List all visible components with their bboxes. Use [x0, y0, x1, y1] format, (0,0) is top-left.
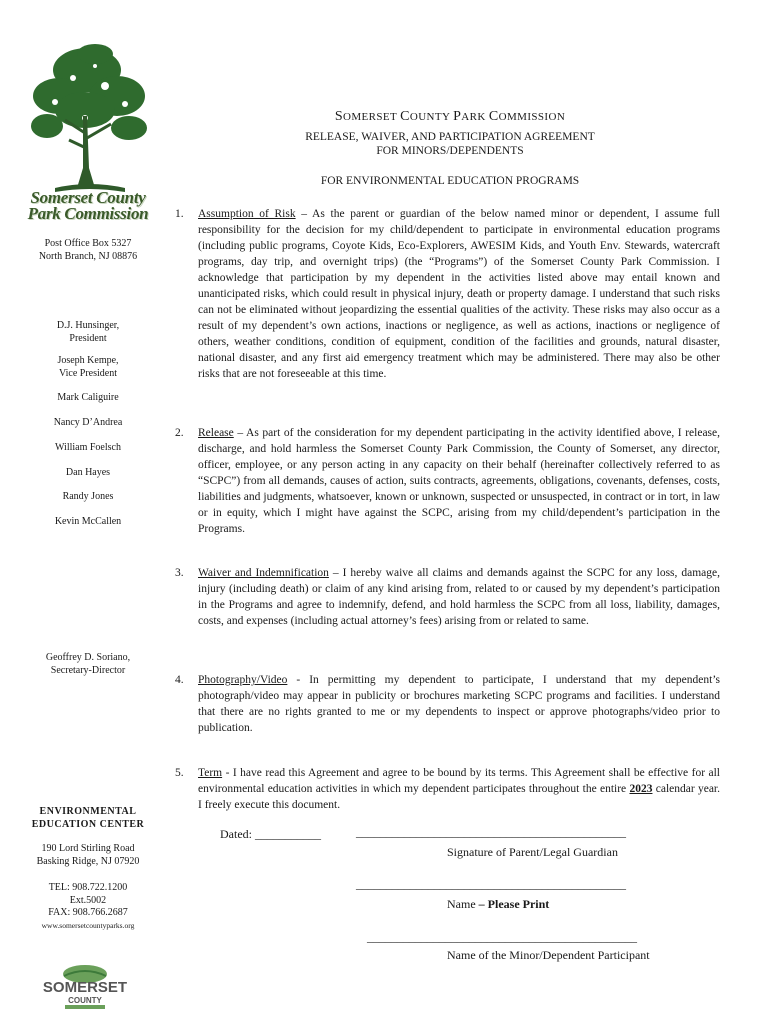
section-body	[198, 425, 720, 537]
section-text: – As the parent or guardian of the below named minor or dependent, I assume full responsibility for the decision for my child/dependent to participate in environmental education programs (including public programs, Coyote Kids, Eco-Explorers, AWESIM Kids, and Youth Env. Stewards, watercraft programs, day trip, and overnight trips) (the “Programs”) of the Somerset County Park Commission. I acknowledge that participation by my dependent in the activities listed above may entail known and unanticipated risks, which could result in physical injury, death or property damage. I understand that such risks can not be eliminated without jeopardizing the essential qualities of the activity. These risks may also occur as a result of my dependent’s own actions, inactions or negligence, as well as actions, inactions or negligence of others, weather conditions, condition of equipment, condition of the facilities and grounds, natural disaster, national disaster, and any first aid emergency treatment which may be administered. There may also be other risks that are not foreseeable at this time.	[198, 208, 721, 380]
env-center-title	[0, 806, 176, 831]
section-title: Photography/Video	[198, 674, 288, 686]
section-number: 2.	[175, 427, 184, 439]
section-title: Waiver and Indemnification	[198, 567, 329, 579]
commissioner-name: Joseph Kempe,	[57, 355, 119, 366]
env-address-line1: 190 Lord Stirling Road	[41, 843, 135, 854]
section-title: Term	[198, 767, 223, 779]
agreement-year: 2023	[629, 783, 653, 795]
footer-logo-line1: SOMERSET	[42, 979, 128, 996]
parent-signature-line[interactable]: _____________________________________________	[356, 825, 626, 839]
contact-info	[0, 882, 176, 932]
org-part: OMERSET	[343, 111, 401, 123]
participant-name-caption: Name of the Minor/Dependent Participant	[447, 948, 650, 962]
org-letter: S	[334, 109, 343, 124]
footer-logo-line2: COUNTY	[68, 996, 102, 1005]
director	[0, 652, 176, 677]
print-name-label: Name	[447, 897, 476, 911]
address-line1: Post Office Box 5327	[44, 238, 132, 249]
org-part: OUNTY	[409, 111, 454, 123]
org-letter: C	[488, 109, 499, 124]
section-body	[198, 565, 720, 629]
print-name-caption	[447, 897, 549, 912]
logo-text-line1: Somerset County	[30, 188, 146, 207]
program-title: FOR ENVIRONMENTAL EDUCATION PROGRAMS	[320, 175, 580, 187]
org-part: OMMISSION	[498, 111, 566, 123]
title-line2: FOR MINORS/DEPENDENTS	[376, 145, 524, 157]
print-name-line[interactable]: _____________________________________________	[356, 877, 626, 891]
mailing-address	[0, 237, 176, 263]
section-body	[198, 206, 720, 382]
section-number: 3.	[175, 567, 184, 579]
section-body	[198, 672, 720, 736]
fax: FAX: 908.766.2687	[48, 907, 128, 918]
somerset-county-logo-icon	[40, 962, 130, 1012]
commissioner-4	[0, 442, 176, 455]
commissioner-name: Randy Jones	[62, 491, 114, 502]
org-part: ARK	[461, 111, 489, 123]
section-number: 5.	[175, 767, 184, 779]
org-letter: P	[453, 109, 462, 124]
ext: Ext.5002	[69, 894, 107, 906]
commissioner-7	[0, 516, 176, 529]
env-address-line2: Basking Ridge, NJ 07920	[36, 855, 140, 867]
env-center-line2: EDUCATION CENTER	[31, 818, 145, 830]
commissioner-3	[0, 417, 176, 430]
section-number: 4.	[175, 674, 184, 686]
commissioner-2	[0, 392, 176, 405]
dated-field[interactable]: Dated: ___________	[220, 827, 321, 841]
section-text: – As part of the consideration for my dependent participating in the activity identified above, I release, discharge, and hold harmless the Somerset County Park Commission, the County of Somerset, any director, officer, employee, or any person acting in any capacity on their behalf (hereinafter collectively referred to as “SCPC”) from all demands, causes of action, suits contracts, agreements, obligations, covenants, defenses, costs, liabilities and judgments, whatsoever, known or unknown, suspected or unsuspected, in contract or in tort, in law or in equity, which I might have against the SCPC, arising from my child/dependent’s participation in the Programs.	[198, 427, 720, 535]
commissioner-5	[0, 467, 176, 480]
section-text: – I hereby waive all claims and demands against the SCPC for any loss, damage, injury (including death) or claim of any kind arising from, related to or caused by my dependent’s participation in the Programs and agree to indemnify, defend, and hold harmless the SCPC from all loss, liability, damages, costs, and expenses (including actual attorney’s fees) arising from or related to same.	[198, 567, 721, 627]
title-line1: RELEASE, WAIVER, AND PARTICIPATION AGREEMENT	[305, 131, 595, 143]
commissioner-name: D.J. Hunsinger,	[56, 320, 120, 331]
director-role: Secretary-Director	[50, 664, 126, 676]
commissioner-name: Mark Caliguire	[57, 392, 119, 403]
section-text: - I have read this Agreement and agree to be bound by its terms. This Agreement shall be effective for all environmental education activities in which my dependent participates throughout the entire	[198, 767, 720, 795]
sidebar	[0, 0, 165, 1024]
env-center-line1: ENVIRONMENTAL	[39, 806, 137, 817]
org-name	[170, 109, 730, 125]
org-letter: C	[400, 109, 410, 124]
commissioner-role: Vice President	[59, 367, 117, 379]
commissioner-role: President	[69, 332, 107, 344]
website-link[interactable]: www.somersetcountyparks.org	[41, 920, 135, 930]
commissioner-name: Nancy D’Andrea	[53, 417, 123, 428]
agreement-title	[170, 130, 730, 158]
participant-name-line[interactable]: _____________________________________________	[367, 930, 637, 944]
logo-text-line2: Park Commission	[27, 204, 149, 223]
address-line2: North Branch, NJ 08876	[38, 251, 138, 262]
section-number: 1.	[175, 208, 184, 220]
section-title: Assumption of Risk	[198, 208, 296, 220]
director-name: Geoffrey D. Soriano,	[45, 652, 131, 663]
section-body	[198, 765, 720, 813]
parent-signature-caption: Signature of Parent/Legal Guardian	[447, 845, 618, 859]
commissioner-name: Kevin McCallen	[54, 516, 122, 527]
section-text: calendar year. I freely execute this document.	[198, 783, 720, 811]
commissioner-0	[0, 320, 176, 345]
env-center-address	[0, 843, 176, 868]
commissioner-1	[0, 355, 176, 380]
commissioner-name: William Foelsch	[55, 442, 121, 453]
print-name-instruction: – Please Print	[475, 897, 550, 911]
commissioner-6	[0, 491, 176, 504]
agreement-document	[170, 0, 730, 1024]
section-title: Release	[198, 427, 234, 439]
commissioner-name: Dan Hayes	[65, 467, 111, 478]
section-text: - In permitting my dependent to participate, I understand that my dependent’s photograph/video may appear in publicity or brochures marketing SCPC programs and facilities. I understand that there are no rights granted to me or my dependents to inspect or approve photographs/video prior to publication.	[198, 674, 720, 734]
tel: TEL: 908.722.1200	[48, 882, 128, 893]
logo-text	[22, 190, 154, 222]
